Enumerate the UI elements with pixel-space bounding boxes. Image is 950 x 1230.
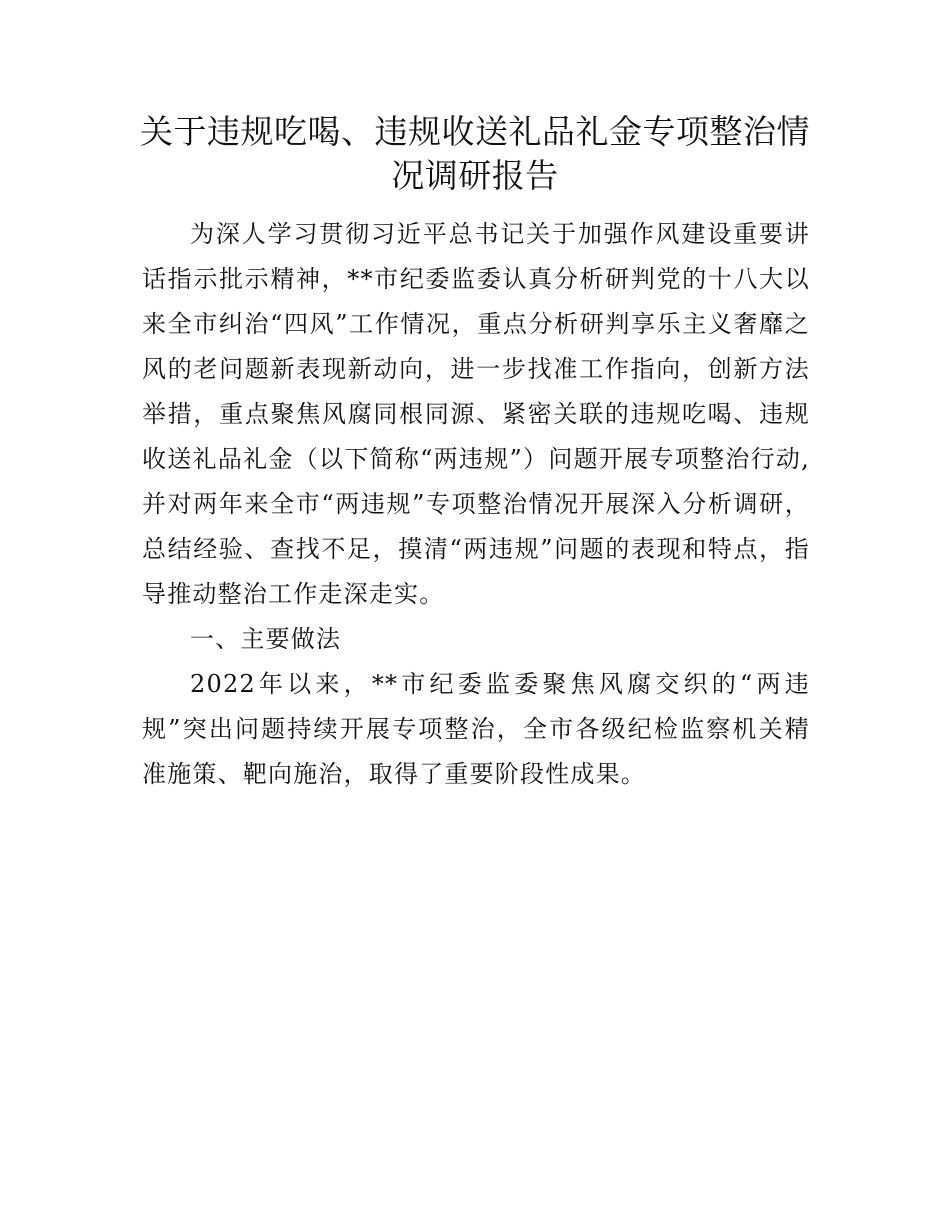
intro-paragraph: 为深人学习贯彻习近平总书记关于加强作风建设重要讲话指示批示精神，**市纪委监委认真分析研判党的十八大以来全市纠治“四风”工作情况，重点分析研判享乐主义奢靡之风的老问题新表现新动向，进一步找准工作指向，创新方法举措，重点聚焦风腐同根同源、紧密关联的违规吃喝、违规收送礼品礼金（以下简称“两违规”）问题开展专项整治行动,并对两年来全市“两违规”专项整治情况开展深入分析调研，总结经验、查找不足，摸清“两违规”问题的表现和特点，指导推动整治工作走深走实。: [142, 220, 810, 608]
section-heading-main-practices: 一、主要做法: [190, 625, 342, 653]
section-body-paragraph: 2022年以来，**市纪委监委聚焦风腐交织的“两违规”突出问题持续开展专项整治，全市各级纪检监察机关精准施策、靶向施治，取得了重要阶段性成果。: [142, 670, 810, 788]
document-title: 关于违规吃喝、违规收送礼品礼金专项整治情况调研报告: [140, 112, 810, 195]
document-body: [142, 212, 810, 797]
